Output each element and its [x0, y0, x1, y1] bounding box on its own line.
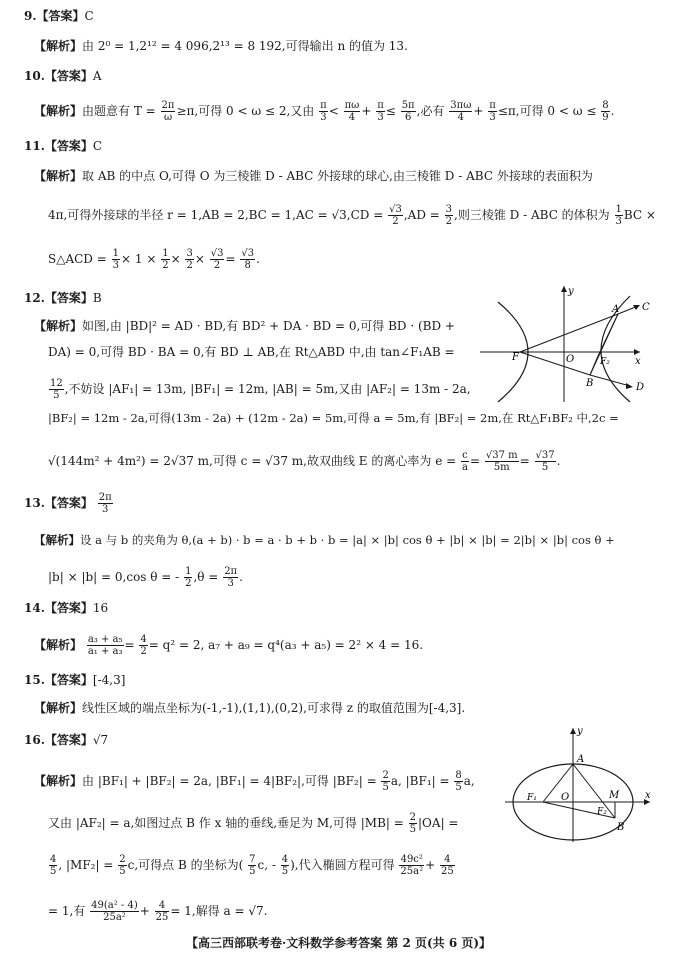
text: ,必有 — [416, 104, 445, 118]
text: ≤π,可得 0 < ω ≤ — [497, 104, 597, 118]
line-F-B — [520, 352, 590, 375]
text: = — [225, 252, 236, 266]
fraction — [90, 900, 139, 923]
q13-analysis-line1 — [34, 532, 615, 548]
fraction — [155, 900, 170, 923]
ellipse-figure — [505, 726, 655, 844]
line-B-F2 — [590, 356, 598, 375]
fraction — [440, 854, 455, 877]
text: ,θ = — [193, 570, 219, 584]
q12-analysis-line3 — [48, 378, 471, 401]
analysis-text: 由 2⁰ = 1,2¹² = 4 096,2¹³ = 8 192,可得输出 n 的值为 13. — [82, 39, 408, 53]
analysis-tag: 【解析】 — [34, 319, 83, 333]
fraction — [461, 450, 469, 473]
analysis-tag: 【解析】 — [34, 774, 83, 788]
numerator: 12 — [50, 378, 63, 389]
q9-answer — [24, 8, 94, 24]
q15-number: 15. — [24, 673, 45, 687]
analysis-tag: 【解析】 — [34, 104, 83, 118]
numerator: 1 — [615, 204, 622, 215]
fraction — [399, 854, 424, 877]
fraction — [118, 854, 126, 877]
denominator: 3 — [102, 504, 109, 515]
label-F2: F₂ — [600, 357, 610, 367]
q16-analysis-line4 — [48, 900, 267, 923]
text: , |MF₂| = — [58, 858, 114, 872]
q16-analysis-line1 — [34, 770, 475, 793]
denominator: 6 — [404, 112, 412, 123]
fraction — [49, 854, 57, 877]
denominator: 2 — [445, 216, 453, 227]
q16-number: 16. — [24, 733, 45, 747]
label-y: y — [577, 726, 583, 737]
answer-tag: 【答案】 — [44, 601, 93, 615]
q11-analysis-line2 — [48, 204, 656, 227]
fraction — [161, 248, 169, 271]
answer-tag: 【答案】 — [44, 291, 93, 305]
text: = — [469, 454, 481, 468]
fraction — [112, 248, 120, 271]
text: 由题意有 T = — [82, 104, 156, 118]
denominator: 5 — [382, 782, 389, 793]
text: 设 a 与 b 的夹角为 θ,(a + b) · b = a · b + b · b = |a| × |b| cos θ + |b| × |b| = 2|b| × |b| cos θ + — [80, 533, 615, 547]
fraction — [49, 378, 64, 401]
text: = — [519, 454, 530, 468]
fraction — [488, 100, 497, 123]
q13-number: 13. — [24, 496, 45, 510]
text: < — [328, 104, 339, 118]
label-C: C — [642, 302, 650, 313]
denominator: 4 — [457, 112, 465, 123]
denominator: a — [462, 462, 468, 473]
label-F: F — [512, 352, 519, 363]
q12-number: 12. — [24, 291, 45, 305]
denominator: 2 — [140, 646, 147, 657]
denominator: 3 — [377, 112, 384, 123]
fraction — [454, 770, 462, 793]
numerator: 4 — [281, 854, 289, 865]
denominator: 2 — [162, 260, 169, 271]
fraction — [409, 812, 417, 835]
q10-answer — [24, 68, 102, 84]
label-O: O — [566, 354, 575, 365]
ray-to-D — [590, 375, 630, 386]
fraction — [445, 204, 453, 227]
fraction — [87, 634, 124, 657]
analysis-tag: 【解析】 — [34, 638, 83, 652]
text: √(144m² + 4m²) = 2√37 m,可得 c = √37 m,故双曲线 E 的离心率为 e = — [48, 454, 457, 468]
label-B: B — [586, 378, 594, 389]
q16-analysis-line2 — [48, 812, 458, 835]
text: = 1,有 — [48, 904, 86, 918]
text: a, |BF₁| = — [390, 774, 450, 788]
numerator: 3 — [186, 248, 193, 259]
q13-answer — [24, 492, 114, 515]
text: + — [139, 904, 150, 918]
label-A: A — [577, 754, 585, 765]
fraction — [535, 450, 556, 473]
text: a, — [463, 774, 475, 788]
numerator: 1 — [112, 248, 119, 259]
q9-analysis — [34, 38, 408, 54]
answer-value: C — [84, 9, 94, 23]
text: × — [194, 252, 205, 266]
numerator: 4 — [50, 854, 57, 865]
label-y: y — [568, 286, 574, 297]
q15-answer — [24, 672, 125, 688]
numerator: √3 — [210, 248, 224, 259]
text: + — [473, 104, 484, 118]
fraction — [615, 204, 623, 227]
numerator: 2 — [409, 812, 417, 823]
numerator: 4 — [140, 634, 147, 645]
q12-analysis-line4: |BF₂| = 12m - 2a,可得(13m - 2a) + (12m - 2a) = 5m,可得 a = 5m,有 |BF₂| = 2m,在 Rt△F₁BF₂ 中,2c = — [48, 411, 619, 425]
fraction — [185, 248, 193, 271]
text: . — [239, 570, 243, 584]
fraction — [381, 770, 389, 793]
numerator: 4 — [155, 900, 170, 912]
analysis-tag: 【解析】 — [34, 169, 83, 183]
label-x: x — [645, 790, 651, 801]
text: c, - — [257, 858, 276, 872]
numerator: a₃ + a₅ — [87, 634, 123, 645]
label-B: B — [617, 822, 625, 833]
label-O: O — [561, 792, 570, 803]
numerator: 2 — [382, 770, 389, 781]
answer-tag: 【答案】 — [36, 9, 85, 23]
fraction — [240, 248, 255, 271]
x-axis-arrow — [634, 349, 640, 355]
text: ,不妨设 |AF₁| = 13m, |BF₁| = 12m, |AB| = 5m,又由 |AF₂| = 13m - 2a, — [64, 382, 471, 396]
denominator: 5 — [281, 866, 289, 877]
denominator: ω — [163, 112, 173, 123]
q12-analysis-line2: DA) = 0,可得 BD · BA = 0,有 BD ⊥ AB,在 Rt△ABD 中,由 tan∠F₁AB = — [48, 345, 455, 359]
q11-analysis-line1 — [34, 168, 593, 184]
q12-answer — [24, 290, 102, 306]
q10-analysis: 【解析】由题意有 T = $\frac{2\pi}{\omega}$ ≥π,可得 0 < ω ≤ 2,又由 $\frac{\pi}{3}$ < $\frac{\pi\omega}{4}$ + $\frac{\pi}{3}$ ≤ $\frac{5\pi}{6}$ ,必有 $\frac{3\pi\omega}{4}$ + $\frac{\pi}{3}$ ≤π,可得 0 < ω ≤ $\frac{8}{9}$ . — [34, 100, 615, 123]
answer-value: A — [92, 69, 102, 83]
label-M: M — [609, 790, 620, 801]
numerator: 49c² — [400, 854, 423, 865]
denominator: 5 — [455, 782, 462, 793]
numerator: 3πω — [450, 100, 472, 111]
fraction — [344, 100, 361, 123]
numerator: 49(a² - 4) — [91, 900, 138, 911]
text: + — [425, 858, 436, 872]
numerator: 8 — [602, 100, 609, 111]
q12-analysis-line1 — [34, 318, 455, 334]
denominator: 5 — [409, 824, 417, 835]
fraction — [184, 566, 192, 589]
answer-value: [-4,3] — [92, 673, 126, 687]
answer-tag: 【答案】 — [44, 139, 93, 153]
label-A: A — [612, 304, 620, 315]
label-x: x — [635, 356, 641, 367]
denominator: a₁ + a₃ — [87, 646, 123, 657]
label-D: D — [636, 382, 645, 393]
numerator: 1 — [185, 566, 192, 577]
answer-tag: 【答案】 — [44, 733, 93, 747]
text: ),代入椭圆方程可得 — [290, 858, 395, 872]
denominator: 3 — [615, 216, 622, 227]
denominator: 2 — [392, 216, 399, 227]
answer-value: 16 — [92, 601, 109, 615]
q14-analysis — [34, 634, 423, 657]
answer-tag: 【答案】 — [44, 496, 93, 510]
denominator: 5 — [541, 462, 549, 473]
denominator: 5 — [119, 866, 126, 877]
denominator: 25 — [155, 912, 169, 923]
numerator: 3 — [445, 204, 453, 215]
fraction — [376, 100, 385, 123]
numerator: π — [489, 100, 496, 111]
fraction — [223, 566, 238, 589]
text: c,可得点 B 的坐标为( — [127, 858, 244, 872]
label-F1: F₁ — [527, 793, 537, 803]
q11-analysis-line3: S△ACD = $\frac{1}{3}$ × 1 × $\frac{1}{2}$ × $\frac{3}{2}$ × $\frac{√3}{2}$ = $\frac{√3}{8}$ . — [48, 248, 260, 271]
fraction — [601, 100, 609, 123]
numerator: 4 — [440, 854, 455, 866]
numerator: 2π — [98, 492, 112, 503]
denominator: 5m — [493, 462, 510, 473]
analysis-tag: 【解析】 — [34, 701, 83, 715]
denominator: 5 — [53, 390, 60, 401]
denominator: 8 — [244, 260, 251, 271]
answer-tag: 【答案】 — [44, 69, 93, 83]
denominator: 3 — [112, 260, 119, 271]
q16-answer — [24, 732, 108, 748]
denominator: 5 — [249, 866, 256, 877]
numerator: 8 — [455, 770, 462, 781]
fraction — [248, 854, 256, 877]
numerator: πω — [344, 100, 360, 111]
text: BC × — [623, 208, 656, 222]
numerator: √37 m — [485, 450, 518, 461]
text: ,AD = — [403, 208, 440, 222]
analysis-tag: 【解析】 — [34, 533, 80, 547]
q11-answer — [24, 138, 102, 154]
arrow-D — [626, 383, 633, 389]
answer-value: √7 — [92, 733, 109, 747]
y-axis-arrow — [570, 728, 576, 734]
denominator: 25a² — [400, 866, 424, 877]
denominator: 3 — [227, 578, 234, 589]
denominator: 2 — [213, 260, 221, 271]
fraction — [449, 100, 472, 123]
text: 又由 |AF₂| = a,如图过点 B 作 x 轴的垂线,垂足为 M,可得 |MB| = — [48, 816, 404, 830]
text: 如图,由 |BD|² = AD · BD,有 BD² + DA · BD = 0,可得 BD · (BD + — [82, 319, 455, 333]
numerator: 2 — [119, 854, 126, 865]
numerator: 2π — [224, 566, 238, 577]
fraction — [319, 100, 328, 123]
fraction — [210, 248, 225, 271]
q13-analysis-line2 — [48, 566, 243, 589]
analysis-tag: 【解析】 — [34, 39, 83, 53]
numerator: √37 — [535, 450, 555, 461]
fraction — [139, 634, 147, 657]
numerator: √3 — [389, 204, 402, 215]
denominator: 25 — [441, 866, 454, 877]
q15-analysis — [34, 700, 465, 716]
text: 由 |BF₁| + |BF₂| = 2a, |BF₁| = 4|BF₂|,可得 |BF₂| = — [82, 774, 377, 788]
fraction — [401, 100, 416, 123]
text: = — [124, 638, 135, 652]
numerator: √3 — [241, 248, 255, 259]
text: × 1 × — [121, 252, 157, 266]
fraction — [161, 100, 176, 123]
text: ,则三棱锥 D - ABC 的体积为 — [454, 208, 610, 222]
denominator: 4 — [348, 112, 356, 123]
text: ≤ — [385, 104, 396, 118]
numerator: c — [462, 450, 468, 461]
answer-tag: 【答案】 — [44, 673, 93, 687]
answer-value: C — [92, 139, 103, 153]
hyperbola-figure — [480, 284, 655, 404]
text: |b| × |b| = 0,cos θ = - — [48, 570, 180, 584]
numerator: 1 — [162, 248, 169, 259]
answer-value: B — [92, 291, 102, 305]
text: 取 AB 的中点 O,可得 O 为三棱锥 D - ABC 外接球的球心,由三棱锥 D - ABC 外接球的表面积为 — [82, 169, 593, 183]
q9-number: 9. — [24, 9, 37, 23]
numerator: 5π — [401, 100, 415, 111]
numerator: π — [377, 100, 384, 111]
text: = 1,解得 a = √7. — [170, 904, 268, 918]
denominator: 3 — [320, 112, 327, 123]
y-axis-arrow — [561, 286, 567, 292]
q16-analysis-line3 — [48, 854, 456, 877]
text: 线性区域的端点坐标为(-1,-1),(1,1),(0,2),可求得 z 的取值范围为[-4,3]. — [82, 701, 466, 715]
denominator: 5 — [50, 866, 57, 877]
text: = q² = 2, a₇ + a₉ = q⁴(a₃ + a₅) = 2² × 4 = 16. — [148, 638, 424, 652]
text: × — [170, 252, 181, 266]
q14-answer — [24, 600, 108, 616]
page-footer: 【高三西部联考卷·文科数学参考答案 第 2 页(共 6 页)】 — [185, 936, 492, 950]
q12-analysis-line5: √(144m² + 4m²) = 2√37 m,可得 c = √37 m,故双曲线 E 的离心率为 e = $\frac{c}{a}$ = $\frac{√37 m}{5m}$ = $\frac{√37}{5}$ . — [48, 450, 561, 473]
q10-number: 10. — [24, 69, 45, 83]
label-F2: F₂ — [597, 807, 607, 817]
numerator: 2π — [161, 100, 175, 111]
denominator: 2 — [185, 578, 192, 589]
denominator: 2 — [186, 260, 193, 271]
text: ≥π,可得 0 < ω ≤ 2,又由 — [176, 104, 315, 118]
numerator: 7 — [249, 854, 256, 865]
text: 4π,可得外接球的半径 r = 1,AB = 2,BC = 1,AC = √3,CD = — [48, 208, 384, 222]
q14-number: 14. — [24, 601, 45, 615]
text: |OA| = — [418, 816, 459, 830]
denominator: 3 — [489, 112, 496, 123]
answer-value — [98, 492, 113, 515]
fraction — [281, 854, 289, 877]
q11-number: 11. — [24, 139, 45, 153]
fraction — [388, 204, 403, 227]
text: + — [361, 104, 372, 118]
denominator: 9 — [602, 112, 609, 123]
denominator: 25a² — [103, 912, 126, 923]
numerator: π — [320, 100, 327, 111]
text: S△ACD = — [48, 252, 107, 266]
fraction — [485, 450, 519, 473]
